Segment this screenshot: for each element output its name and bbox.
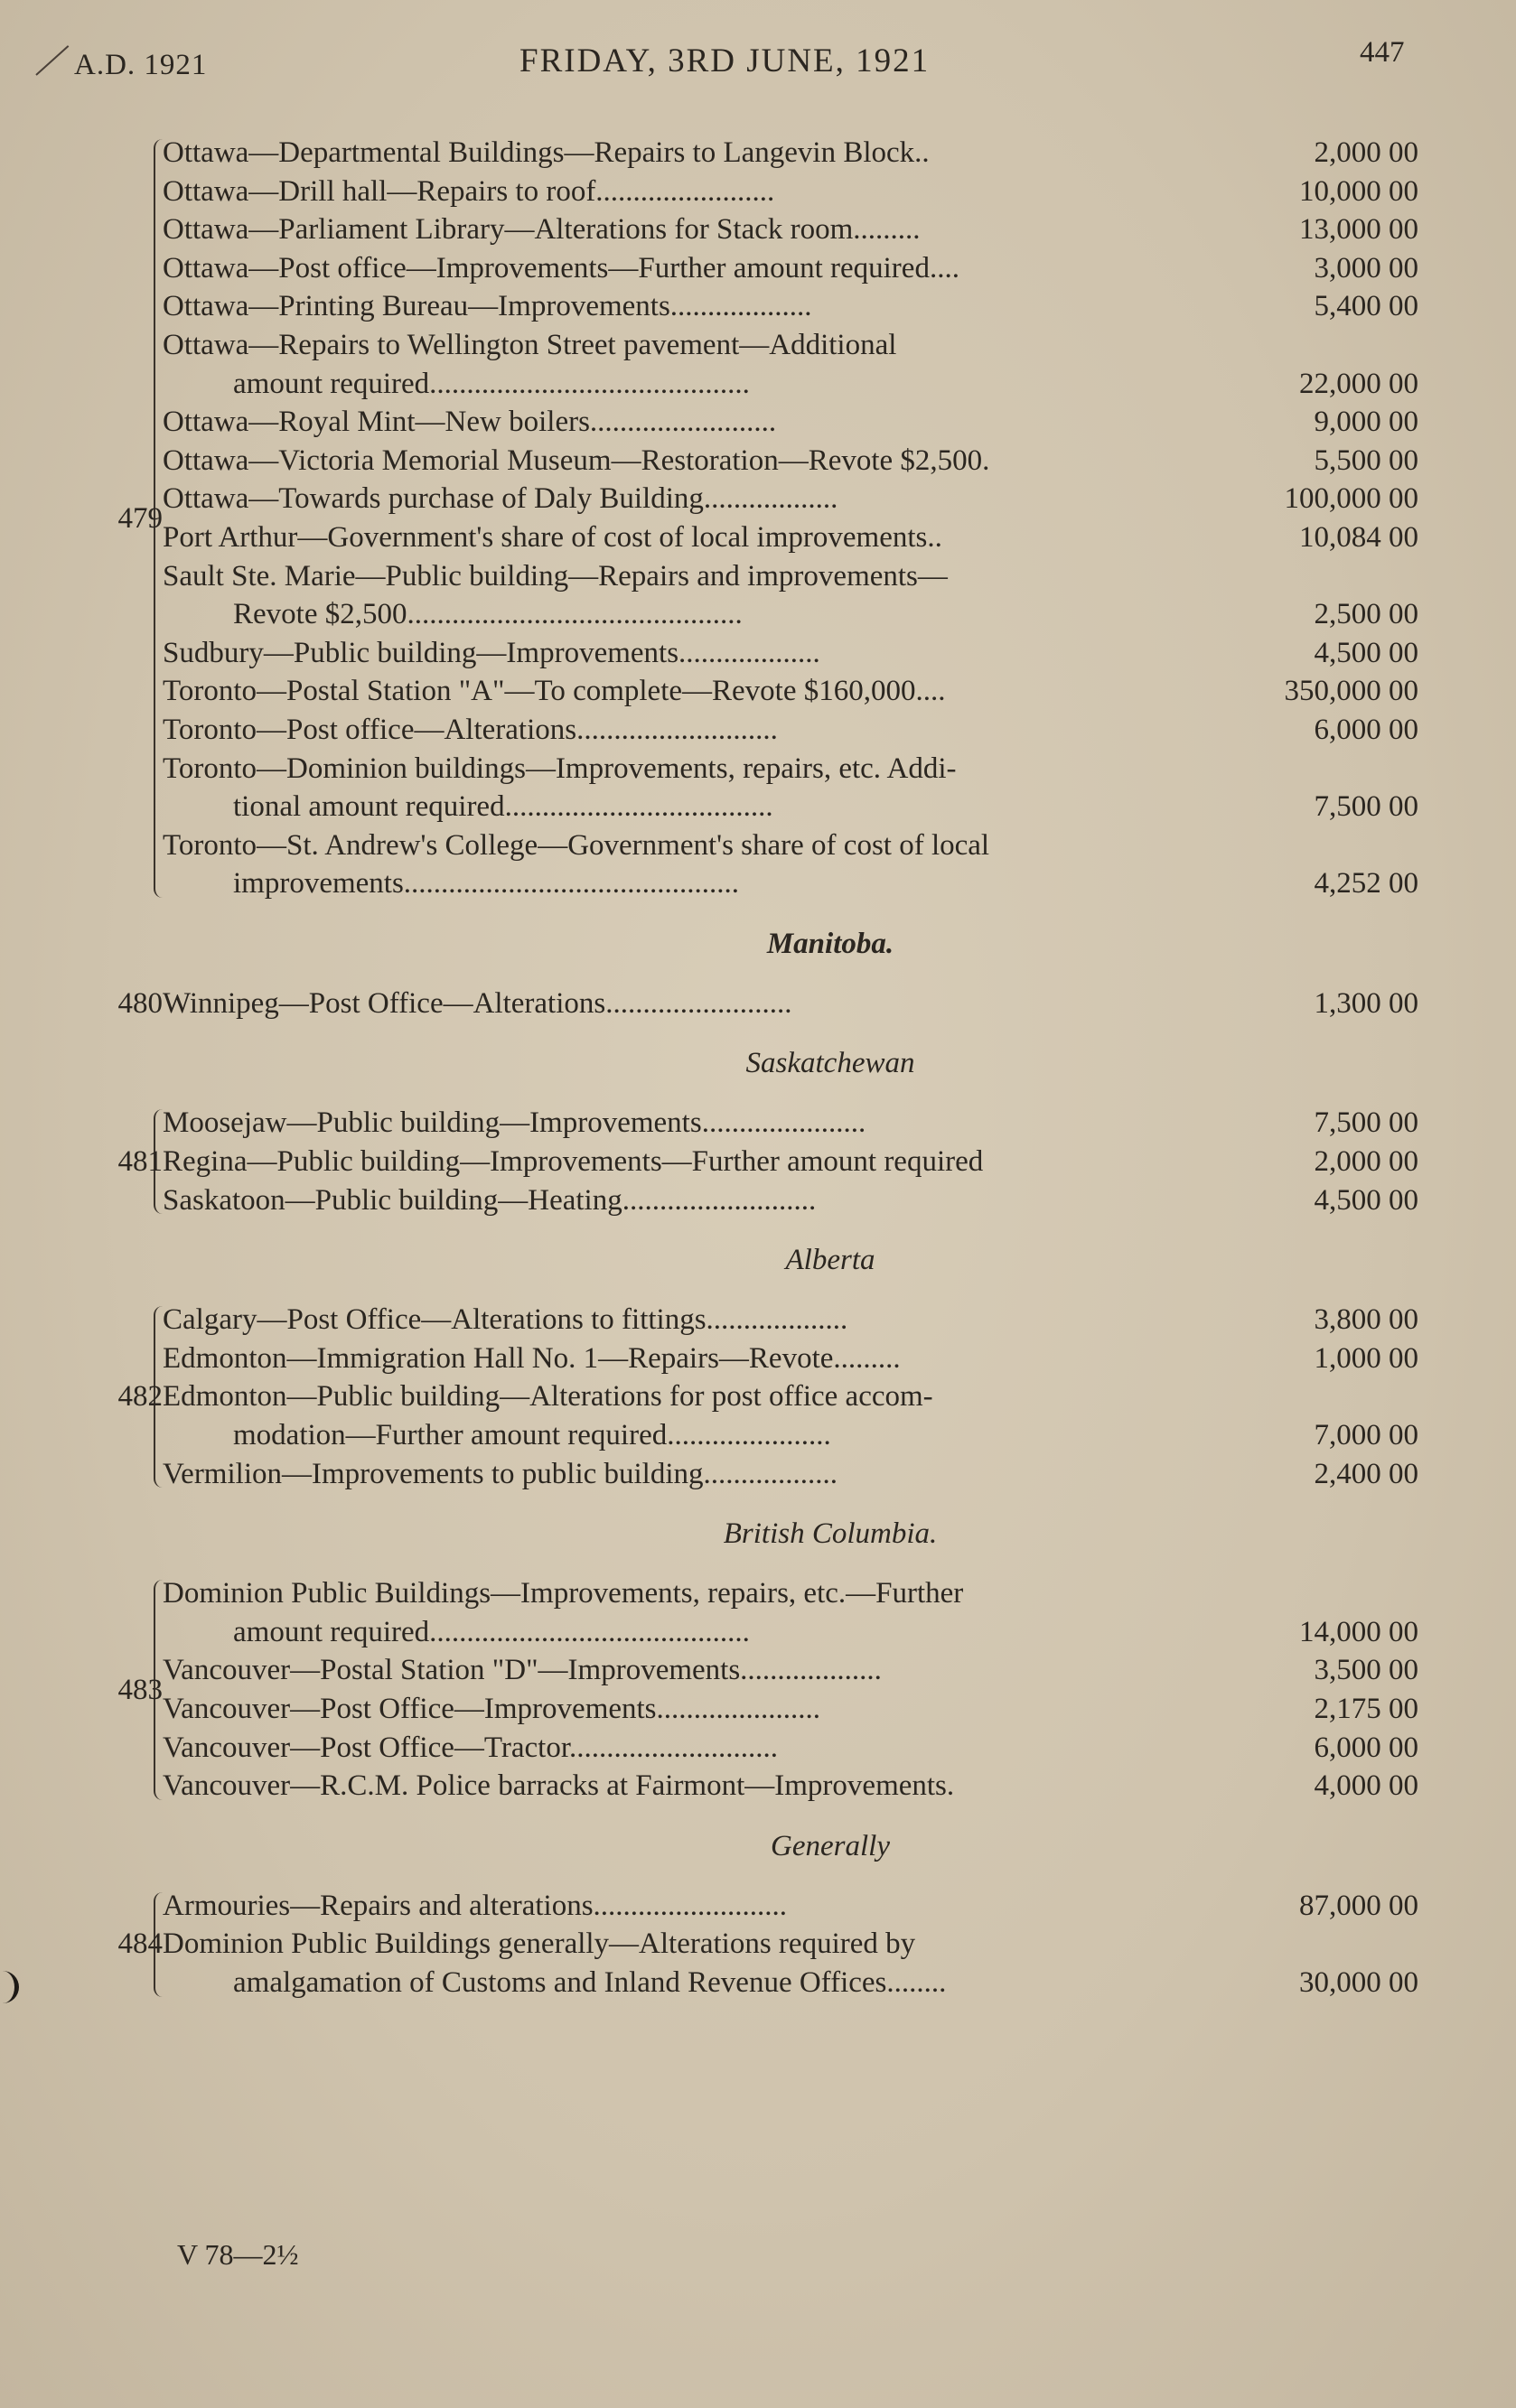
line-item — [0, 249, 1516, 288]
item-amount: 5,400 00 — [1314, 290, 1418, 323]
page-header — [0, 36, 1516, 90]
line-item — [0, 1416, 1516, 1455]
item-description: Edmonton—Immigration Hall No. 1—Repairs—Revote......... — [163, 1341, 901, 1375]
item-amount: 4,252 00 — [1314, 867, 1418, 901]
item-description: Toronto—Postal Station "A"—To complete—Revote $160,000.... — [163, 675, 946, 708]
item-amount: 9,000 00 — [1314, 406, 1418, 439]
vote-number: 480 — [117, 986, 163, 1020]
item-description: Ottawa—Drill hall—Repairs to roof........................ — [163, 174, 775, 208]
item-description: amalgamation of Customs and Inland Revenue Offices........ — [233, 1965, 947, 1999]
item-amount: 87,000 00 — [1299, 1889, 1418, 1922]
item-amount: 4,500 00 — [1314, 1183, 1418, 1217]
item-amount: 2,000 00 — [1314, 1145, 1418, 1179]
item-amount: 7,500 00 — [1314, 790, 1418, 824]
line-item — [0, 1651, 1516, 1690]
item-description: Vancouver—R.C.M. Police barracks at Fairmont—Improvements. — [163, 1769, 955, 1803]
item-description: Sault Ste. Marie—Public building—Repairs and improvements— — [163, 559, 948, 593]
line-item — [0, 985, 1516, 1023]
line-item — [0, 864, 1516, 903]
line-item — [0, 442, 1516, 481]
line-item — [0, 1181, 1516, 1220]
item-description: Toronto—Dominion buildings—Improvements, repairs, etc. Addi- — [163, 751, 957, 785]
line-item — [0, 480, 1516, 518]
item-description: amount required........................................... — [233, 1615, 750, 1648]
line-item — [0, 1455, 1516, 1494]
item-description: Ottawa—Printing Bureau—Improvements................... — [163, 290, 812, 323]
item-amount: 5,500 00 — [1314, 443, 1418, 477]
item-amount: 6,000 00 — [1314, 1731, 1418, 1764]
page-number: 447 — [1360, 36, 1405, 69]
line-item — [0, 1887, 1516, 1926]
footer-reference: V 78—2½ — [177, 2238, 299, 2271]
line-item — [0, 557, 1516, 596]
item-description: Port Arthur—Government's share of cost of local improvements.. — [163, 520, 942, 554]
item-description: Regina—Public building—Improvements—Further amount required — [163, 1145, 984, 1179]
item-description: Vancouver—Post Office—Tractor............................ — [163, 1731, 779, 1764]
line-item — [0, 1964, 1516, 2002]
item-amount: 3,000 00 — [1314, 251, 1418, 285]
item-amount: 2,000 00 — [1314, 136, 1418, 169]
item-amount: 14,000 00 — [1299, 1615, 1418, 1648]
item-amount: 3,800 00 — [1314, 1303, 1418, 1337]
item-description: Dominion Public Buildings—Improvements, repairs, etc.—Further — [163, 1577, 964, 1610]
item-description: Ottawa—Parliament Library—Alterations for Stack room......... — [163, 213, 921, 247]
item-amount: 22,000 00 — [1299, 367, 1418, 400]
line-item — [0, 1613, 1516, 1652]
item-amount: 100,000 00 — [1284, 482, 1418, 516]
line-item — [0, 1339, 1516, 1378]
vote-number: 484 — [117, 1927, 163, 1961]
item-description: Moosejaw—Public building—Improvements...................... — [163, 1106, 866, 1140]
item-amount: 30,000 00 — [1299, 1965, 1418, 1999]
line-item — [0, 711, 1516, 750]
section-heading: Saskatchewan — [745, 1047, 915, 1080]
line-item — [0, 595, 1516, 634]
line-item — [0, 672, 1516, 711]
line-item — [0, 634, 1516, 673]
item-amount: 1,300 00 — [1314, 986, 1418, 1020]
item-amount: 350,000 00 — [1284, 675, 1418, 708]
line-item — [0, 1301, 1516, 1339]
section-heading: British Columbia. — [723, 1517, 938, 1551]
item-description: Dominion Public Buildings generally—Alterations required by — [163, 1927, 916, 1961]
line-item — [0, 518, 1516, 557]
estimates-list — [0, 134, 1516, 2002]
item-description: Edmonton—Public building—Alterations for post office accom- — [163, 1380, 933, 1414]
item-description: Ottawa—Victoria Memorial Museum—Restoration—Revote $2,500. — [163, 443, 990, 477]
item-amount: 4,500 00 — [1314, 636, 1418, 669]
item-description: Ottawa—Towards purchase of Daly Building.................. — [163, 482, 838, 516]
item-description: Calgary—Post Office—Alterations to fittings................... — [163, 1303, 848, 1337]
line-item — [0, 1767, 1516, 1806]
item-description: Vermilion—Improvements to public building.................. — [163, 1457, 838, 1490]
item-description: improvements............................................. — [233, 867, 740, 901]
item-description: Sudbury—Public building—Improvements................... — [163, 636, 820, 669]
vote-number: 483 — [117, 1673, 163, 1706]
vote-group — [0, 134, 1516, 903]
line-item — [0, 1729, 1516, 1768]
item-description: Revote $2,500............................................. — [233, 598, 743, 631]
item-amount: 6,000 00 — [1314, 713, 1418, 746]
item-description: Armouries—Repairs and alterations.......................... — [163, 1889, 788, 1922]
vote-group — [0, 1104, 1516, 1219]
line-item — [0, 287, 1516, 326]
line-item — [0, 1925, 1516, 1964]
line-item — [0, 1143, 1516, 1181]
item-description: Ottawa—Post office—Improvements—Further amount required.... — [163, 251, 959, 285]
item-amount: 10,000 00 — [1299, 174, 1418, 208]
line-item — [0, 750, 1516, 789]
line-item — [0, 1377, 1516, 1416]
item-description: modation—Further amount required...................... — [233, 1419, 831, 1452]
line-item — [0, 788, 1516, 826]
vote-number: 479 — [117, 501, 163, 535]
vote-group — [0, 1301, 1516, 1493]
vote-number: 482 — [117, 1380, 163, 1414]
item-description: Winnipeg—Post Office—Alterations......................... — [163, 986, 792, 1020]
line-item — [0, 1574, 1516, 1613]
line-item — [0, 403, 1516, 442]
item-amount: 1,000 00 — [1314, 1341, 1418, 1375]
item-description: Vancouver—Post Office—Improvements...................... — [163, 1693, 821, 1725]
line-item — [0, 1690, 1516, 1729]
line-item — [0, 134, 1516, 173]
line-item — [0, 1104, 1516, 1143]
item-amount: 7,500 00 — [1314, 1106, 1418, 1140]
item-description: amount required........................................... — [233, 367, 750, 400]
item-amount: 2,175 00 — [1314, 1693, 1418, 1725]
header-year: A.D. 1921 — [74, 49, 208, 81]
item-amount: 2,500 00 — [1314, 598, 1418, 631]
line-item — [0, 210, 1516, 249]
item-description: Toronto—St. Andrew's College—Government's share of cost of local — [163, 828, 990, 862]
vote-group — [0, 985, 1516, 1023]
line-item — [0, 326, 1516, 365]
item-amount: 2,400 00 — [1314, 1457, 1418, 1490]
item-amount: 4,000 00 — [1314, 1769, 1418, 1803]
line-item — [0, 173, 1516, 211]
header-date: FRIDAY, 3RD JUNE, 1921 — [519, 42, 931, 79]
item-description: Vancouver—Postal Station "D"—Improvements................... — [163, 1654, 882, 1687]
item-description: Ottawa—Royal Mint—New boilers......................... — [163, 406, 777, 439]
vote-group — [0, 1887, 1516, 2002]
item-description: Toronto—Post office—Alterations........................... — [163, 713, 778, 746]
section-heading: Manitoba. — [766, 927, 894, 960]
item-description: Ottawa—Departmental Buildings—Repairs to Langevin Block.. — [163, 136, 930, 169]
item-description: Saskatoon—Public building—Heating.......................... — [163, 1183, 817, 1217]
section-heading: Alberta — [785, 1244, 875, 1277]
line-item — [0, 365, 1516, 404]
item-description: tional amount required.................................... — [233, 790, 773, 824]
item-amount: 10,084 00 — [1299, 520, 1418, 554]
item-amount: 13,000 00 — [1299, 213, 1418, 247]
section-heading: Generally — [771, 1829, 890, 1862]
vote-number: 481 — [117, 1145, 163, 1179]
item-amount: 7,000 00 — [1314, 1419, 1418, 1452]
vote-group — [0, 1574, 1516, 1806]
line-item — [0, 826, 1516, 865]
item-description: Ottawa—Repairs to Wellington Street pavement—Additional — [163, 328, 897, 361]
item-amount: 3,500 00 — [1314, 1654, 1418, 1687]
